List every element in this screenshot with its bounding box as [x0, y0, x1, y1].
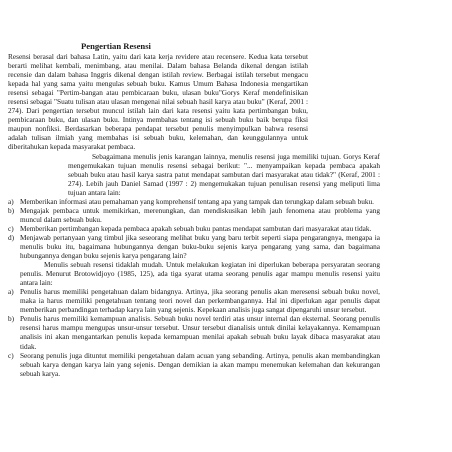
document-body — [8, 41, 446, 378]
list-item — [8, 206, 380, 224]
list-item — [8, 233, 380, 260]
list-item-text: Penulis harus memiliki pengetahuan dalam bidangnya. Artinya, jika seorang penulis akan meresensi sebuah buku novel, maka ia harus memiliki pengetahuan tentang teori novel dan perkembangannya. Hal ini diperlukan agar penulis dapat memberikan perbandingan terhadap karya lain yang sejenis. Kepekaan analisis juga sangat dipengaruhi unsur tersebut. — [20, 287, 380, 315]
list-marker: b) — [8, 205, 15, 215]
list-item-text: Memberikan informasi atau pemahaman yang komprehensif tentang apa yang tampak dan terungkap dalam sebuah buku. — [20, 196, 374, 206]
requirements-list — [8, 287, 380, 377]
list-marker: a) — [8, 196, 14, 206]
list-item-text: Menjawab pertanyaan yang timbul jika seseorang melihat buku yang baru terbit seperti siapa pengarangnya, mengapa ia menulis buku itu, bagaimana hubungannya dengan buku-buku sejenis karya pengarang yang sama, dan bagaimana hubungannya dengan buku sejenis karya pengarang lain? — [20, 232, 380, 261]
list-marker: c) — [8, 350, 14, 360]
list-item-text: Memberikan pertimbangan kepada pembaca apakah sebuah buku pantas mendapat sambutan dari masyarakat atau tidak. — [20, 223, 372, 233]
list-marker: b) — [8, 314, 15, 324]
list-item — [8, 197, 380, 206]
document-title: Pengertian Resensi — [81, 41, 151, 51]
list-item-text: Mengajak pembaca untuk memikirkan, merenungkan, dan mendiskusikan lebih jauh fenomena atau problema yang muncul dalam sebuah buku. — [20, 205, 380, 224]
list-item — [8, 351, 380, 378]
paragraph-purpose: Sebagaimana menulis jenis karangan lainnya, menulis resensi juga memiliki tujuan. Gorys Keraf mengemukakan tujuan menulis resensi sebagai berikut: "... menyampaikan kepada pembaca apakah sebuah buku atau hasil karya sastra patut mendapat sambutan dari masyarakat atau tidak?" (Keraf, 2001 : 274). Lebih jauh Daniel Samad (1997 : 2) mengemukakan tujuan penulisan resensi yang meliputi lima tujuan antara lain: — [68, 151, 380, 197]
list-item-text: Seorang penulis juga dituntut memiliki pengetahuan dalam acuan yang sebanding. Artinya, penulis akan membandingkan sebuah karya dengan karya lain yang sejenis. Dengan demikian ia akan mampu menemukan kelemahan dan kekurangan sebuah karya. — [20, 350, 380, 378]
list-marker: c) — [8, 223, 14, 233]
list-marker: a) — [8, 287, 14, 297]
list-item — [8, 314, 380, 350]
list-item — [8, 224, 380, 233]
list-marker: d) — [8, 232, 15, 242]
list-item-text: Penulis harus memiliki kemampuan analisis. Sebuah buku novel terdiri atas unsur internal dan eksternal. Seorang penulis resensi harus mampu mengupas unsur-unsur tersebut. Unsur tersebut dianalisis untuk dinilai kelayakannya. Kemampuan analisis ini akan mengantarkan penulis kepada kemampuan menilai apakah sebuah buku layak dibaca masyarakat atau tidak. — [20, 314, 380, 351]
list-item — [8, 287, 380, 314]
paragraph-requirements: Menulis sebuah resensi tidaklah mudah. Untuk melakukan kegiatan ini diperlukan beberapa persyaratan seorang penulis. Menurut Brotowidjoyo (1985, 125), ada tiga syarat utama seorang penulis agar mampu menulis resensi yaitu antara lain: — [20, 260, 380, 288]
purpose-list — [8, 197, 380, 260]
paragraph-definition: Resensi berasal dari bahasa Latin, yaitu dari kata kerja revidere atau recensere. Kedua kata tersebut berarti melihat kembali, menimbang, atau menilai. Dalam bahasa Belanda dikenal dengan istilah recensie dan dalam bahasa Inggris dikenal dengan istilah review. Berbagai istilah tersebut mengacu kepada hal yang sama yaitu mengulas sebuah buku. Kamus Umum Bahasa Indonesia mengartikan resensi sebagai "Pertim-bangan atau pembicaraan buku, ulasan buku"Gorys Keraf mendefinisikan resensi sebagai "Suatu tulisan atau ulasan mengenai nilai sebuah hasil karya atau buku" (Keraf, 2001 : 274). Dari pengertian tersebut muncul istilah lain dari kata resensi yaitu kata pertimbangan buku, pembicaraan buku, dan ulasan buku. Intinya membahas tentang isi sebuah buku baik berupa fiksi maupun nonfiksi. Berdasarkan beberapa pendapat tersebut penulis menyimpulkan bahwa resensi adalah tulisan ilmiah yang membahas isi sebuah buku, kelemahan, dan keunggulannya untuk diberitahukan kepada masyarakat pembaca. — [8, 52, 308, 152]
